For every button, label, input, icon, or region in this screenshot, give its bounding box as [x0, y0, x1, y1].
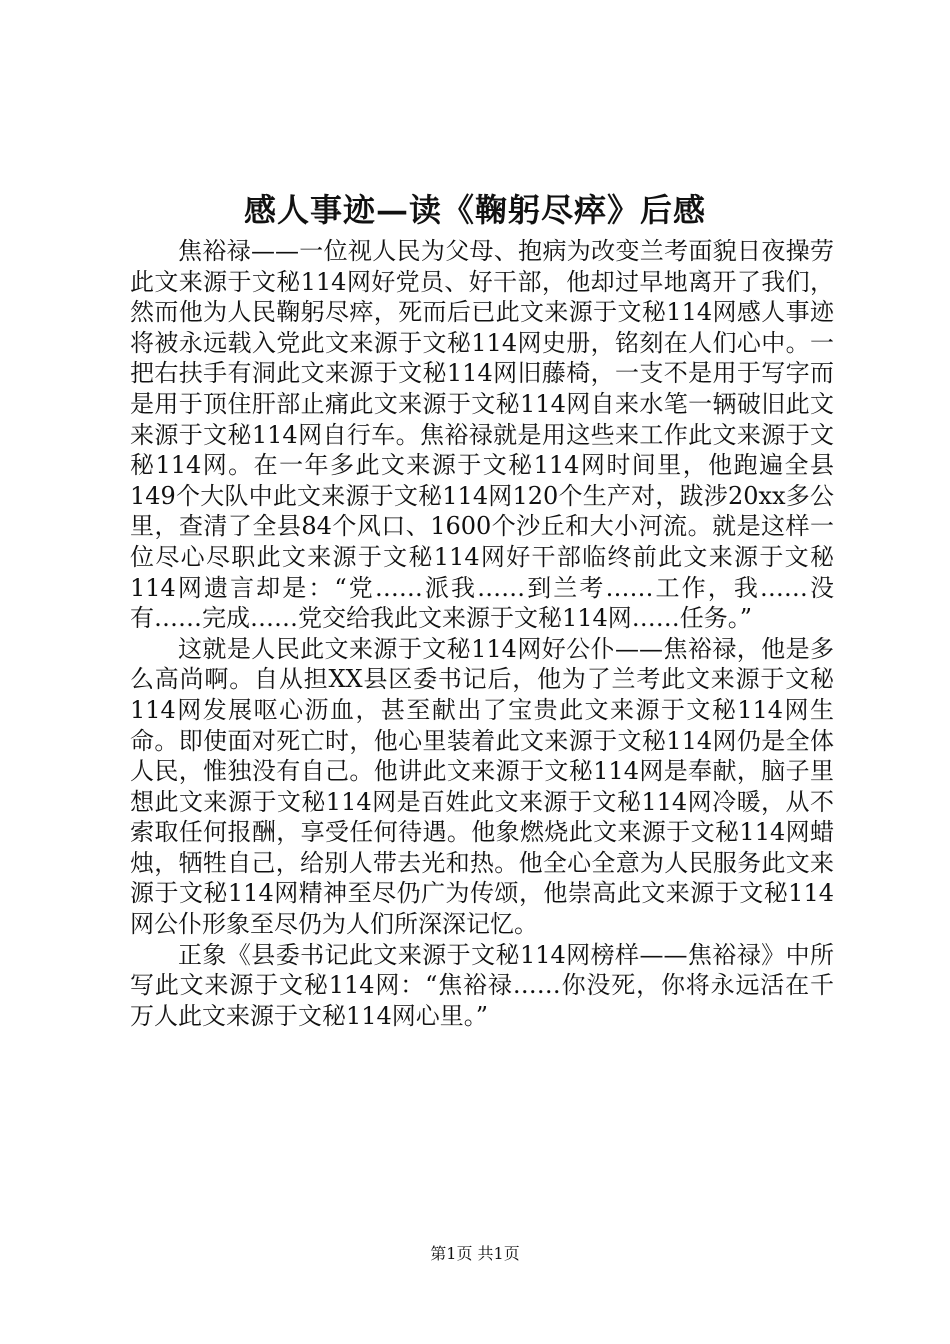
- document-title: 感人事迹—读《鞠躬尽瘁》后感: [243, 191, 706, 229]
- page-number-footer: 第1页 共1页: [430, 1244, 520, 1263]
- document-body: [130, 236, 834, 1031]
- paragraph-2: 这就是人民此文来源于文秘114网好公仆——焦裕禄，他是多么高尚啊。自从担XX县区委书记后，他为了兰考此文来源于文秘114网发展呕心沥血，甚至献出了宝贵此文来源于文秘114网生命。即使面对死亡时，他心里装着此文来源于文秘114网仍是全体人民，惟独没有自己。他讲此文来源于文秘114网是奉献，脑子里想此文来源于文秘114网是百姓此文来源于文秘114网冷暖，从不索取任何报酬，享受任何待遇。他象燃烧此文来源于文秘114网蜡烛，牺牲自己，给别人带去光和热。他全心全意为人民服务此文来源于文秘114网精神至尽仍广为传颂，他崇高此文来源于文秘114网公仆形象至尽仍为人们所深深记忆。: [130, 634, 834, 939]
- paragraph-3: 正象《县委书记此文来源于文秘114网榜样——焦裕禄》中所写此文来源于文秘114网：“焦裕禄……你没死，你将永远活在千万人此文来源于文秘114网心里。”: [130, 940, 834, 1030]
- paragraph-1: 焦裕禄——一位视人民为父母、抱病为改变兰考面貌日夜操劳此文来源于文秘114网好党员、好干部，他却过早地离开了我们，然而他为人民鞠躬尽瘁，死而后已此文来源于文秘114网感人事迹将被永远载入党此文来源于文秘114网史册，铭刻在人们心中。一把右扶手有洞此文来源于文秘114网旧藤椅，一支不是用于写字而是用于顶住肝部止痛此文来源于文秘114网自来水笔一辆破旧此文来源于文秘114网自行车。焦裕禄就是用这些来工作此文来源于文秘114网。在一年多此文来源于文秘114网时间里，他跑遍全县149个大队中此文来源于文秘114网120个生产对，跋涉20xx多公里，查清了全县84个风口、1600个沙丘和大小河流。就是这样一位尽心尽职此文来源于文秘114网好干部临终前此文来源于文秘114网遗言却是：“党……派我……到兰考……工作，我……没有……完成……党交给我此文来源于文秘114网……任务。”: [130, 237, 834, 633]
